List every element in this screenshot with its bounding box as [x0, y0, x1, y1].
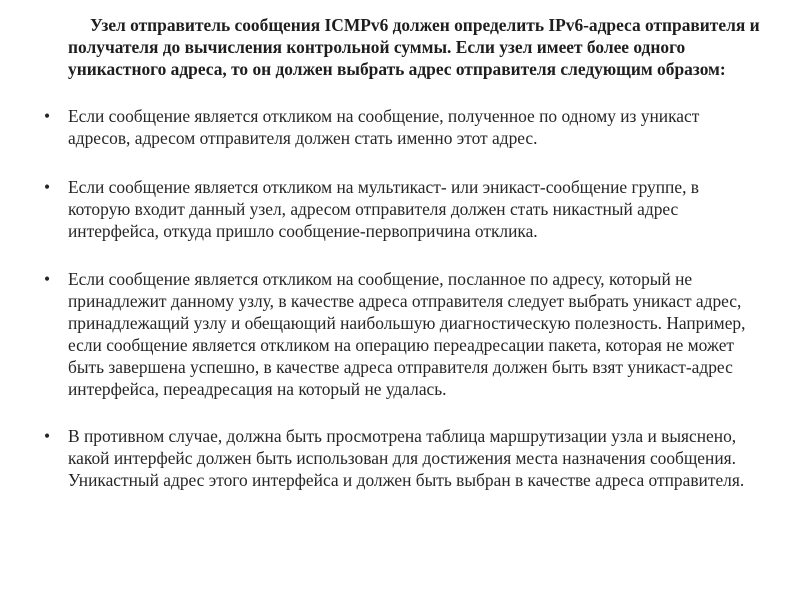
list-item-text: Если сообщение является откликом на мультикаст- или эникаст-сообщение группе, в которую входит данный узел, адресом отправителя должен стать никастный адрес интерфейса, откуда пришло сообщение-первопричина отклика. — [68, 177, 699, 241]
bullet-icon: • — [43, 426, 51, 446]
bullet-icon: • — [43, 106, 51, 126]
bullet-list — [40, 105, 760, 491]
list-item — [40, 105, 760, 149]
bullet-icon: • — [43, 177, 51, 197]
list-item-text: Если сообщение является откликом на сообщение, полученное по одному из уникаст адресов, адресом отправителя должен стать именно этот адрес. — [68, 106, 700, 148]
list-item — [40, 268, 760, 400]
list-item — [40, 425, 760, 491]
bullet-icon: • — [43, 269, 51, 289]
list-item-text: Если сообщение является откликом на сообщение, посланное по адресу, который не принадлежит данному узлу, в качестве адреса отправителя следует выбрать уникаст адрес, принадлежащий узлу и обещающий наибольшую диагностическую полезность. Например, если сообщение является откликом на операцию переадресации пакета, которая не может быть завершена успешно, в качестве адреса отправителя должен быть взят уникаст-адрес интерфейса, переадресация на который не удалась. — [68, 269, 746, 399]
intro-paragraph: Узел отправитель сообщения ICMPv6 должен определить IPv6-адреса отправителя и получателя до вычисления контрольной суммы. Если узел имеет более одного уникастного адреса, то он должен выбрать адрес отправителя следующим образом: — [68, 15, 760, 79]
list-item — [40, 176, 760, 242]
list-item-text: В противном случае, должна быть просмотрена таблица маршрутизации узла и выяснено, какой интерфейс должен быть использован для достижения места назначения сообщения. Уникастный адрес этого интерфейса и должен быть выбран в качестве адреса отправителя. — [68, 426, 745, 490]
